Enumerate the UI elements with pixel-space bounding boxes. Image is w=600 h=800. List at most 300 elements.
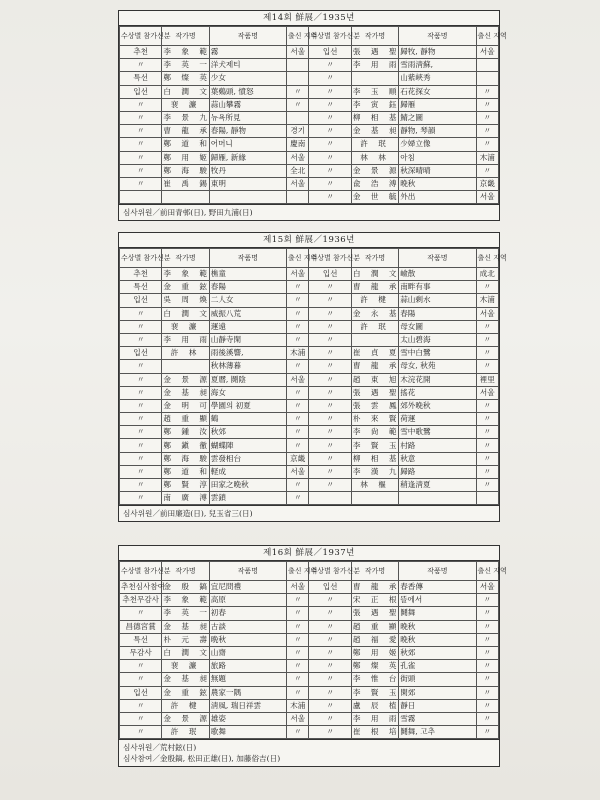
col-award: 수상별 참가신분 bbox=[309, 562, 351, 581]
table-cell: 서울 bbox=[287, 151, 309, 164]
table-cell: 입선 bbox=[309, 268, 351, 281]
table-cell: 〃 bbox=[309, 360, 351, 373]
table-cell: 〃 bbox=[476, 125, 499, 138]
table-cell: 李 英 一 bbox=[162, 607, 209, 620]
table-row bbox=[120, 85, 499, 98]
judges-line: 심사참여／金殷鎬, 松田正雄(日), 加藤俗吉(日) bbox=[123, 754, 281, 764]
table-row bbox=[120, 333, 499, 346]
table-cell: 雪中歌鷺 bbox=[399, 426, 476, 439]
award-table bbox=[119, 561, 507, 739]
table-cell: 許 珉 bbox=[351, 138, 398, 151]
table-cell: 서울 bbox=[476, 386, 499, 399]
header-row bbox=[120, 562, 499, 581]
table-row bbox=[120, 646, 499, 659]
table-cell: 〃 bbox=[287, 492, 309, 505]
table-cell: 〃 bbox=[476, 594, 499, 607]
col-work: 작품명 bbox=[209, 562, 286, 581]
table-cell: 〃 bbox=[287, 594, 309, 607]
table-cell: 〃 bbox=[287, 646, 309, 659]
table-cell: 〃 bbox=[287, 413, 309, 426]
table-cell: 〃 bbox=[309, 660, 351, 673]
table-cell: 〃 bbox=[309, 138, 351, 151]
table-cell: 서울 bbox=[476, 46, 499, 59]
table-cell: 鬪舞 bbox=[399, 607, 476, 620]
exhibition-table-1936 bbox=[118, 232, 507, 522]
table-cell: 李 用 雨 bbox=[351, 712, 398, 725]
table-cell: 許 楗 bbox=[162, 699, 209, 712]
table-cell: 兪 浩 溥 bbox=[351, 177, 398, 190]
table-cell: 二人女 bbox=[209, 294, 286, 307]
table-cell: 京畿 bbox=[476, 177, 499, 190]
table-cell: 外出 bbox=[399, 191, 476, 204]
table-cell: 李 象 範 bbox=[162, 594, 209, 607]
table-cell: 金 基 昶 bbox=[162, 386, 209, 399]
table-cell: 〃 bbox=[309, 633, 351, 646]
table-cell: 〃 bbox=[287, 281, 309, 294]
table-cell: 〃 bbox=[287, 673, 309, 686]
table-cell: 〃 bbox=[287, 620, 309, 633]
table-cell: 李 玉 順 bbox=[351, 85, 398, 98]
table-cell: 李 用 雨 bbox=[351, 59, 398, 72]
table-cell: 〃 bbox=[476, 320, 499, 333]
table-cell: 〃 bbox=[120, 59, 162, 72]
table-cell: 〃 bbox=[476, 347, 499, 360]
table-cell: 古談 bbox=[209, 620, 286, 633]
table-cell: 〃 bbox=[476, 98, 499, 111]
table-cell: 〃 bbox=[309, 177, 351, 190]
table-cell bbox=[162, 360, 209, 373]
table-cell: 木浦 bbox=[476, 151, 499, 164]
table-title: 제16회 鮮展／1937년 bbox=[119, 546, 499, 561]
table-cell: 李 英 一 bbox=[162, 59, 209, 72]
table-row bbox=[120, 660, 499, 673]
table-cell: 추천무감사 bbox=[120, 594, 162, 607]
col-region: 출신 지역 bbox=[287, 562, 309, 581]
table-cell: 崔 禹 錫 bbox=[162, 177, 209, 190]
table-row bbox=[120, 59, 499, 72]
table-cell: 金 永 基 bbox=[351, 307, 398, 320]
table-cell: 盧 辰 植 bbox=[351, 699, 398, 712]
award-table bbox=[119, 26, 507, 204]
table-cell: 樵童 bbox=[209, 268, 286, 281]
table-cell: 張 雲 鳳 bbox=[351, 399, 398, 412]
table-cell: 〃 bbox=[476, 607, 499, 620]
table-cell: 街頭 bbox=[399, 673, 476, 686]
table-cell: 입선 bbox=[120, 686, 162, 699]
table-cell: 李 賢 玉 bbox=[351, 439, 398, 452]
table-cell: 淸風, 瑞日祥雲 bbox=[209, 699, 286, 712]
table-row bbox=[120, 320, 499, 333]
table-cell: 歌舞 bbox=[209, 726, 286, 739]
table-cell: 〃 bbox=[476, 426, 499, 439]
table-cell: 서울 bbox=[287, 46, 309, 59]
table-cell: 〃 bbox=[120, 320, 162, 333]
table-cell: 鄭 用 姬 bbox=[162, 151, 209, 164]
table-cell: 威振八荒 bbox=[209, 307, 286, 320]
table-cell: 曺 龍 承 bbox=[351, 581, 398, 594]
table-cell: 추천 bbox=[120, 268, 162, 281]
table-cell: 山齋 bbox=[209, 646, 286, 659]
table-cell: 〃 bbox=[287, 399, 309, 412]
table-row bbox=[120, 191, 499, 204]
table-cell: 李 象 範 bbox=[162, 268, 209, 281]
table-cell: 春陽 bbox=[399, 307, 476, 320]
table-cell: 〃 bbox=[309, 72, 351, 85]
table-cell: 〃 bbox=[120, 333, 162, 346]
table-cell: 成北 bbox=[476, 268, 499, 281]
table-cell: 許 珉 bbox=[351, 320, 398, 333]
table-cell: 農家一隅 bbox=[209, 686, 286, 699]
table-cell: 〃 bbox=[309, 399, 351, 412]
table-cell: 歸雁 bbox=[399, 98, 476, 111]
table-row bbox=[120, 360, 499, 373]
table-cell: 少婦立像 bbox=[399, 138, 476, 151]
table-cell: 서울 bbox=[287, 177, 309, 190]
table-cell: 孔雀 bbox=[399, 660, 476, 673]
table-cell: 〃 bbox=[120, 673, 162, 686]
table-cell: 林 林 bbox=[351, 151, 398, 164]
table-cell: 白 潤 文 bbox=[351, 268, 398, 281]
table-cell: 〃 bbox=[120, 177, 162, 190]
table-cell: 鄭 道 和 bbox=[162, 138, 209, 151]
table-cell: 〃 bbox=[309, 281, 351, 294]
table-cell: 李 尙 範 bbox=[351, 426, 398, 439]
table-cell: 雪中白鷺 bbox=[399, 347, 476, 360]
table-cell: 少女 bbox=[209, 72, 286, 85]
table-cell: 〃 bbox=[309, 151, 351, 164]
col-author: 작가명 bbox=[351, 27, 398, 46]
table-row bbox=[120, 607, 499, 620]
table-cell: 특선 bbox=[120, 281, 162, 294]
table-cell: 〃 bbox=[120, 111, 162, 124]
table-cell: 秋林薄暮 bbox=[209, 360, 286, 373]
table-cell: 雨後溪響, bbox=[209, 347, 286, 360]
table-cell: 〃 bbox=[309, 320, 351, 333]
col-award: 수상별 참가신분 bbox=[309, 249, 351, 268]
table-cell: 〃 bbox=[309, 98, 351, 111]
col-work: 작품명 bbox=[209, 249, 286, 268]
table-row bbox=[120, 439, 499, 452]
table-row bbox=[120, 712, 499, 725]
table-cell: 郊外晩秋 bbox=[399, 399, 476, 412]
table-cell: 〃 bbox=[476, 452, 499, 465]
table-row bbox=[120, 620, 499, 633]
table-cell: 경기 bbox=[287, 125, 309, 138]
table-row bbox=[120, 151, 499, 164]
table-cell: 鄭 海 駿 bbox=[162, 452, 209, 465]
table-cell: 雲鎖 bbox=[209, 492, 286, 505]
table-cell: 雪霧 bbox=[399, 712, 476, 725]
table-cell: 李 寅 鈺 bbox=[351, 98, 398, 111]
table-cell: 金 基 昶 bbox=[162, 620, 209, 633]
table-cell: 〃 bbox=[476, 465, 499, 478]
table-cell: 蒜山攀霧 bbox=[209, 98, 286, 111]
table-cell: 〃 bbox=[476, 646, 499, 659]
table-cell: 雄姿 bbox=[209, 712, 286, 725]
table-cell: 〃 bbox=[287, 439, 309, 452]
col-award: 수상별 참가신분 bbox=[309, 27, 351, 46]
table-cell: 〃 bbox=[120, 607, 162, 620]
table-cell: 荷運 bbox=[399, 413, 476, 426]
table-cell: 鄭 鍾 汝 bbox=[162, 426, 209, 439]
table-row bbox=[120, 479, 499, 492]
table-cell: 李 惟 台 bbox=[351, 673, 398, 686]
table-cell bbox=[309, 492, 351, 505]
table-cell: 〃 bbox=[309, 164, 351, 177]
table-cell: 母女, 秋苑 bbox=[399, 360, 476, 373]
table-cell: 〃 bbox=[287, 726, 309, 739]
table-cell: 無題 bbox=[209, 673, 286, 686]
table-cell: 〃 bbox=[476, 281, 499, 294]
table-cell: 〃 bbox=[309, 452, 351, 465]
table-cell: 〃 bbox=[120, 399, 162, 412]
table-cell: 〃 bbox=[309, 439, 351, 452]
table-cell: 昌德宮賞 bbox=[120, 620, 162, 633]
table-cell: 〃 bbox=[309, 413, 351, 426]
table-cell: 입선 bbox=[120, 294, 162, 307]
table-cell: 〃 bbox=[120, 386, 162, 399]
table-cell: 서울 bbox=[476, 191, 499, 204]
col-author: 작가명 bbox=[162, 27, 209, 46]
table-cell: 추천심사참여 bbox=[120, 581, 162, 594]
table-cell: 山靜寺閑 bbox=[209, 333, 286, 346]
table-cell: 〃 bbox=[309, 607, 351, 620]
table-cell: 嶮散 bbox=[399, 268, 476, 281]
table-cell: 〃 bbox=[309, 594, 351, 607]
table-cell: 雲發相台 bbox=[209, 452, 286, 465]
table-cell: 趙 東 旭 bbox=[351, 373, 398, 386]
table-cell: 洋犬제티 bbox=[209, 59, 286, 72]
table-cell: 秋深晴晴 bbox=[399, 164, 476, 177]
table-row bbox=[120, 633, 499, 646]
table-cell: 張 遇 聖 bbox=[351, 607, 398, 620]
table-cell bbox=[287, 59, 309, 72]
table-cell: 崔 根 培 bbox=[351, 726, 398, 739]
table-cell: 金 重 鉉 bbox=[162, 686, 209, 699]
table-cell: 鄭 用 姬 bbox=[351, 646, 398, 659]
table-cell: 〃 bbox=[309, 479, 351, 492]
table-cell: 金 重 鉉 bbox=[162, 281, 209, 294]
table-cell: 〃 bbox=[120, 492, 162, 505]
table-cell: 吳 周 煥 bbox=[162, 294, 209, 307]
table-cell: 〃 bbox=[476, 138, 499, 151]
table-row bbox=[120, 673, 499, 686]
table-cell: 서울 bbox=[287, 712, 309, 725]
table-cell: 晩秋 bbox=[399, 620, 476, 633]
table-cell: 金 景 源 bbox=[162, 373, 209, 386]
table-cell: 〃 bbox=[287, 360, 309, 373]
table-cell bbox=[476, 59, 499, 72]
table-cell: 鄭 賢 淳 bbox=[162, 479, 209, 492]
table-cell: 〃 bbox=[120, 98, 162, 111]
col-work: 작품명 bbox=[399, 27, 476, 46]
table-cell: 〃 bbox=[309, 699, 351, 712]
table-cell: 學園의 初夏 bbox=[209, 399, 286, 412]
col-region: 출신 지역 bbox=[476, 562, 499, 581]
table-cell: 李 賢 玉 bbox=[351, 686, 398, 699]
table-cell: 裵 濂 bbox=[162, 660, 209, 673]
col-region: 출신 지역 bbox=[476, 249, 499, 268]
table-cell: 田家之晩秋 bbox=[209, 479, 286, 492]
table-cell: 蒜山剩水 bbox=[399, 294, 476, 307]
table-cell: 白 潤 文 bbox=[162, 307, 209, 320]
table-cell: 〃 bbox=[287, 633, 309, 646]
col-region: 출신 지역 bbox=[287, 249, 309, 268]
table-cell: 許 楗 bbox=[351, 294, 398, 307]
table-cell: 春香傳 bbox=[399, 581, 476, 594]
col-work: 작품명 bbox=[399, 249, 476, 268]
table-cell: 〃 bbox=[476, 660, 499, 673]
table-cell bbox=[287, 111, 309, 124]
table-cell: 추천 bbox=[120, 46, 162, 59]
table-cell bbox=[209, 191, 286, 204]
table-cell bbox=[287, 72, 309, 85]
table-cell: 〃 bbox=[120, 726, 162, 739]
table-cell: 雪雨淸蘇, bbox=[399, 59, 476, 72]
table-cell: 牧丹 bbox=[209, 164, 286, 177]
table-cell: 뜰에서 bbox=[399, 594, 476, 607]
table-cell: 裵 濂 bbox=[162, 320, 209, 333]
table-title: 제15회 鮮展／1936년 bbox=[119, 233, 499, 248]
col-author: 작가명 bbox=[351, 562, 398, 581]
table-cell: 〃 bbox=[476, 686, 499, 699]
table-cell: 鄭 鎭 徹 bbox=[162, 439, 209, 452]
table-cell: 朴 元 壽 bbox=[162, 633, 209, 646]
table-cell: 木浦 bbox=[476, 294, 499, 307]
table-cell: 〃 bbox=[287, 307, 309, 320]
judges-line: 심사위원／荒村鉉(日) bbox=[123, 743, 197, 753]
table-cell: 〃 bbox=[309, 59, 351, 72]
table-cell: 〃 bbox=[287, 333, 309, 346]
table-cell: 〃 bbox=[120, 151, 162, 164]
table-cell: 〃 bbox=[120, 138, 162, 151]
col-region: 출신 지역 bbox=[287, 27, 309, 46]
table-cell: 木浣花開 bbox=[399, 373, 476, 386]
table-cell bbox=[351, 492, 398, 505]
table-cell: 〃 bbox=[120, 413, 162, 426]
table-cell: 〃 bbox=[309, 712, 351, 725]
table-cell: 鄭 海 駿 bbox=[162, 164, 209, 177]
table-row bbox=[120, 492, 499, 505]
table-cell: 〃 bbox=[309, 646, 351, 659]
footer-note bbox=[119, 204, 499, 220]
table-cell: 〃 bbox=[476, 333, 499, 346]
table-cell: 鬪舞, 고추 bbox=[399, 726, 476, 739]
table-cell: 〃 bbox=[120, 360, 162, 373]
table-cell: 李 景 九 bbox=[162, 111, 209, 124]
table-cell: 鯖之圖 bbox=[399, 111, 476, 124]
table-cell: 晩秋 bbox=[399, 177, 476, 190]
judges-line: 심사위원／前田廉造(日), 兒玉省三(日) bbox=[123, 509, 253, 519]
table-cell: 〃 bbox=[120, 660, 162, 673]
table-cell: 입선 bbox=[309, 46, 351, 59]
table-cell: 旅路 bbox=[209, 660, 286, 673]
table-cell: 〃 bbox=[309, 686, 351, 699]
footer-note bbox=[119, 505, 499, 521]
table-cell: 〃 bbox=[287, 98, 309, 111]
table-cell: 太山碧海 bbox=[399, 333, 476, 346]
header-row bbox=[120, 27, 499, 46]
table-cell: 입선 bbox=[120, 347, 162, 360]
table-cell: 입선 bbox=[120, 85, 162, 98]
table-cell: 春陽, 靜物 bbox=[209, 125, 286, 138]
table-cell: 〃 bbox=[287, 386, 309, 399]
table-cell: 鶴 bbox=[209, 413, 286, 426]
table-cell: 崔 貞 夏 bbox=[351, 347, 398, 360]
table-cell: 稍逢淸夏 bbox=[399, 479, 476, 492]
table-cell: 金 殷 鎬 bbox=[162, 581, 209, 594]
table-cell: 〃 bbox=[476, 726, 499, 739]
table-cell: 趙 重 顯 bbox=[162, 413, 209, 426]
table-cell: 〃 bbox=[476, 85, 499, 98]
table-row bbox=[120, 111, 499, 124]
table-cell: 歸路 bbox=[399, 465, 476, 478]
table-cell: 무감사 bbox=[120, 646, 162, 659]
table-cell: 〃 bbox=[120, 712, 162, 725]
table-cell: 〃 bbox=[309, 620, 351, 633]
header-row bbox=[120, 249, 499, 268]
table-cell: 歸雁, 新緣 bbox=[209, 151, 286, 164]
table-cell: 秋郊 bbox=[399, 646, 476, 659]
table-cell: 朴 來 賢 bbox=[351, 413, 398, 426]
table-cell: 搖花 bbox=[399, 386, 476, 399]
table-row bbox=[120, 72, 499, 85]
table-cell: 石花探女 bbox=[399, 85, 476, 98]
col-author: 작가명 bbox=[162, 562, 209, 581]
table-cell: 서울 bbox=[287, 465, 309, 478]
table-cell: 〃 bbox=[287, 85, 309, 98]
table-cell: 서울 bbox=[476, 581, 499, 594]
col-award: 수상별 참가신분 bbox=[120, 249, 162, 268]
table-cell: 〃 bbox=[476, 673, 499, 686]
table-cell: 白 潤 文 bbox=[162, 646, 209, 659]
table-cell bbox=[120, 191, 162, 204]
table-cell: 〃 bbox=[476, 399, 499, 412]
table-cell: 〃 bbox=[120, 373, 162, 386]
table-cell: 京畿 bbox=[287, 452, 309, 465]
table-cell: 〃 bbox=[309, 191, 351, 204]
table-cell: 서울 bbox=[287, 581, 309, 594]
table-cell: 〃 bbox=[287, 686, 309, 699]
table-cell: 입선 bbox=[309, 581, 351, 594]
table-cell: 〃 bbox=[287, 479, 309, 492]
table-cell: 南 廣 溥 bbox=[162, 492, 209, 505]
col-work: 작품명 bbox=[209, 27, 286, 46]
table-cell bbox=[287, 191, 309, 204]
table-cell: 趙 福 愛 bbox=[351, 633, 398, 646]
table-cell bbox=[351, 72, 398, 85]
table-cell: 裡里 bbox=[476, 373, 499, 386]
table-cell: 春陽 bbox=[209, 281, 286, 294]
table-row bbox=[120, 373, 499, 386]
table-cell: 張 遇 聖 bbox=[351, 46, 398, 59]
table-cell: 金 基 昶 bbox=[351, 125, 398, 138]
table-cell: 歸牧, 靜物 bbox=[399, 46, 476, 59]
table-cell: 曺 龍 承 bbox=[351, 360, 398, 373]
table-cell: 南畔有事 bbox=[399, 281, 476, 294]
table-cell: 鄭 道 和 bbox=[162, 465, 209, 478]
table-cell: 〃 bbox=[120, 439, 162, 452]
judges-line: 심사위원／前田青邨(日), 野田九浦(日) bbox=[123, 208, 253, 218]
table-row bbox=[120, 594, 499, 607]
table-cell: 李 漢 九 bbox=[351, 465, 398, 478]
table-row bbox=[120, 347, 499, 360]
table-cell: 〃 bbox=[309, 125, 351, 138]
table-cell bbox=[162, 191, 209, 204]
table-cell: 白 潤 文 bbox=[162, 85, 209, 98]
table-cell: 金 世 毓 bbox=[351, 191, 398, 204]
table-cell: 秋郊 bbox=[209, 426, 286, 439]
